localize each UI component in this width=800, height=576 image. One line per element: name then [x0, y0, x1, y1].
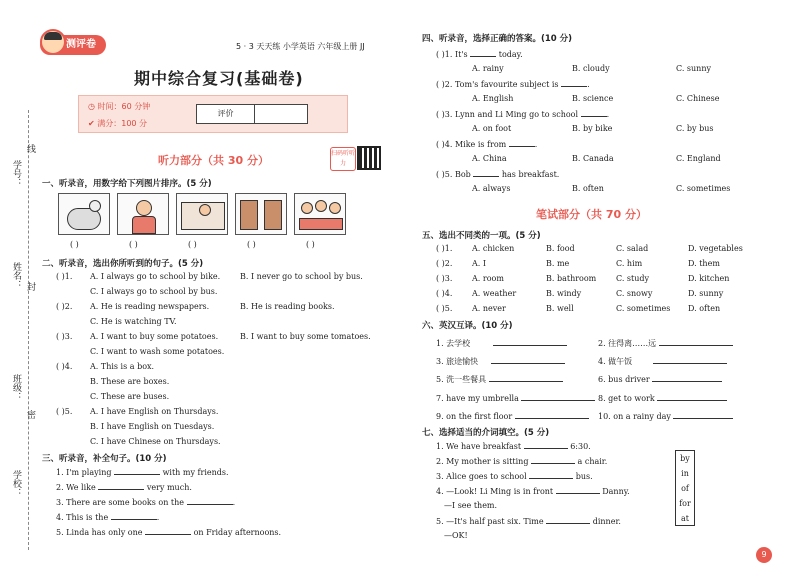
s2-q3-c: C. I want to wash some potatoes. [90, 347, 225, 356]
person-icon [315, 200, 327, 212]
s6-left-3: 5. 洗一些餐具 [436, 374, 563, 385]
s5-q1-num[interactable]: ( )1. [436, 244, 453, 253]
s7-q5-blank[interactable] [546, 516, 590, 524]
answer-paren-1[interactable]: ( ) [70, 240, 79, 249]
s3-q1-blank[interactable] [114, 467, 160, 475]
s2-q4-c: C. These are buses. [90, 392, 170, 401]
s5-q4-a: A. weather [472, 289, 517, 298]
picture-1 [58, 193, 110, 235]
s5-q5-a: A. never [472, 304, 506, 313]
s5-q1-d: D. vegetables [688, 244, 743, 253]
s6-right-3-blank[interactable] [652, 374, 722, 382]
s5-q4-num[interactable]: ( )4. [436, 289, 453, 298]
s6-left-2-blank[interactable] [491, 356, 565, 364]
s4-q2: ( )2. Tom's favourite subject is . [436, 80, 590, 89]
s5-q2-d: D. them [688, 259, 720, 268]
s4-q4-a: A. China [472, 154, 507, 163]
s2-q5-num[interactable]: ( )5. [56, 407, 73, 416]
qr-code-icon[interactable] [357, 146, 381, 170]
s2-q3-a: A. I want to buy some potatoes. [90, 332, 219, 341]
s6-right-5: 10. on a rainy day [598, 411, 733, 421]
s3-q4-blank[interactable] [111, 512, 157, 520]
s4-q1: ( )1. It's today. [436, 50, 523, 59]
s5-q5-num[interactable]: ( )5. [436, 304, 453, 313]
person-icon [329, 202, 341, 214]
s4-q4-c: C. England [676, 154, 721, 163]
s2-q2-a: A. He is reading newspapers. [90, 302, 210, 311]
s4-q1-blank[interactable] [470, 49, 496, 57]
class-label: 班级： [11, 374, 21, 401]
s7-q4-reply: —I see them. [444, 501, 498, 510]
seal-char-xian: 线 [25, 144, 35, 153]
s5-q1-c: C. salad [616, 244, 649, 253]
s4-q3: ( )3. Lynn and Li Ming go to school . [436, 110, 610, 119]
page-title: 期中综合复习(基础卷) [134, 69, 304, 88]
s2-q4-a: A. This is a box. [90, 362, 155, 371]
section5-heading: 五、选出不同类的一项。(5 分) [422, 231, 541, 241]
listening-title: 听力部分（共 30 分） [158, 154, 269, 167]
clock-icon: ◷ [88, 102, 98, 111]
binding-line [28, 110, 29, 550]
s6-right-1: 2. 往得离……远 [598, 338, 733, 349]
s3-q2: 2. We like very much. [56, 483, 192, 492]
s6-right-4: 8. get to work [598, 393, 727, 403]
s4-q1-c: C. sunny [676, 64, 712, 73]
s4-q3-b: B. by bike [572, 124, 613, 133]
s7-q3: 3. Alice goes to school bus. [436, 472, 593, 481]
section1-heading: 一、听录音，用数字给下列图片排序。(5 分) [42, 179, 212, 189]
shelf-icon [240, 200, 258, 230]
s2-q5-c: C. I have Chinese on Thursdays. [90, 437, 221, 446]
s4-q4: ( )4. Mike is from . [436, 140, 538, 149]
s3-q1: 1. I'm playing with my friends. [56, 468, 229, 477]
s4-q5-a: A. always [472, 184, 511, 193]
s4-q5-c: C. sometimes [676, 184, 731, 193]
word-bank-item: for [679, 499, 691, 508]
s7-q1-blank[interactable] [524, 441, 568, 449]
s7-q4-blank[interactable] [556, 486, 600, 494]
s6-left-3-blank[interactable] [489, 374, 563, 382]
s4-q1-b: B. cloudy [572, 64, 610, 73]
s3-q3: 3. There are some books on the . [56, 498, 236, 507]
s2-q5-b: B. I have English on Tuesdays. [90, 422, 215, 431]
person-icon [301, 202, 313, 214]
s6-right-1-blank[interactable] [659, 338, 733, 346]
s4-q4-blank[interactable] [509, 139, 535, 147]
s6-left-1-blank[interactable] [493, 338, 567, 346]
s5-q4-b: B. windy [546, 289, 582, 298]
writing-title: 笔试部分（共 70 分） [536, 208, 647, 221]
s5-q2-b: B. me [546, 259, 570, 268]
s6-right-4-blank[interactable] [657, 393, 727, 401]
s5-q2-c: C. him [616, 259, 643, 268]
s5-q2-num[interactable]: ( )2. [436, 259, 453, 268]
section2-heading: 二、听录音，选出你所听到的句子。(5 分) [42, 259, 204, 269]
picture-3 [176, 193, 228, 235]
s6-left-4: 7. have my umbrella [436, 393, 595, 403]
s4-q2-blank[interactable] [561, 79, 587, 87]
page-number: 9 [756, 547, 772, 563]
time-line: ◷ 时间：60 分钟 [88, 102, 151, 111]
s3-q2-blank[interactable] [98, 482, 144, 490]
s2-q3-num[interactable]: ( )3. [56, 332, 73, 341]
s7-q1: 1. We have breakfast 6:30. [436, 442, 591, 451]
s6-left-2: 3. 旅途愉快 [436, 356, 565, 367]
word-bank-item: by [680, 454, 690, 463]
answer-paren-3[interactable]: ( ) [188, 240, 197, 249]
s3-q5: 5. Linda has only one on Friday afternoons. [56, 528, 282, 537]
s5-q2-a: A. I [472, 259, 487, 268]
word-bank-item: at [681, 514, 689, 523]
word-bank-item: of [681, 484, 689, 493]
s5-q1-a: A. chicken [472, 244, 515, 253]
s2-q2-c: C. He is watching TV. [90, 317, 177, 326]
s5-q4-d: D. sunny [688, 289, 724, 298]
s2-q3-b: B. I want to buy some tomatoes. [240, 332, 371, 341]
qr-tag: 扫码听听力 [330, 147, 356, 171]
s6-left-5: 9. on the first floor [436, 411, 589, 421]
s4-q5-b: B. often [572, 184, 604, 193]
s4-q2-a: A. English [472, 94, 514, 103]
badge-text: 测评卷 [66, 39, 96, 50]
score-label: 评价 [197, 105, 255, 123]
picture-2 [117, 193, 169, 235]
ceping-badge [40, 35, 106, 55]
s6-left-4-blank[interactable] [521, 393, 595, 401]
s7-q2-blank[interactable] [531, 456, 575, 464]
s7-q5-reply: —OK! [444, 531, 468, 540]
picture-4 [235, 193, 287, 235]
student-number-label: 学号： [11, 160, 21, 187]
s5-q3-num[interactable]: ( )3. [436, 274, 453, 283]
school-label: 学校： [11, 470, 21, 497]
section6-heading: 六、英汉互译。(10 分) [422, 321, 513, 331]
s4-q5: ( )5. Bob has breakfast. [436, 170, 560, 179]
score-box[interactable] [196, 104, 308, 124]
s2-q5-a: A. I have English on Thursdays. [90, 407, 219, 416]
s2-q1-c: C. I always go to school by bus. [90, 287, 218, 296]
s4-q2-b: B. science [572, 94, 614, 103]
s4-q3-c: C. by bus [676, 124, 714, 133]
s6-right-3: 6. bus driver [598, 374, 722, 384]
s3-q4: 4. This is the . [56, 513, 160, 522]
score-field[interactable] [255, 105, 307, 123]
cat-head-icon [89, 200, 101, 212]
seal-char-feng: 封 [25, 282, 35, 291]
s7-q4: 4. —Look! Li Ming is in front Danny. [436, 487, 630, 496]
word-bank-item: in [681, 469, 689, 478]
s6-right-2: 4. 做午饭 [598, 356, 727, 367]
s4-q2-c: C. Chinese [676, 94, 720, 103]
s4-q3-a: A. on foot [472, 124, 512, 133]
s2-q4-b: B. These are boxes. [90, 377, 170, 386]
person-body-icon [132, 216, 156, 234]
section3-heading: 三、听录音，补全句子。(10 分) [42, 454, 167, 464]
answer-paren-4[interactable]: ( ) [247, 240, 256, 249]
s4-q3-blank[interactable] [581, 109, 607, 117]
s6-left-1: 1. 去学校 [436, 338, 567, 349]
s4-q5-blank[interactable] [473, 169, 499, 177]
s6-left-5-blank[interactable] [515, 411, 589, 419]
s2-q1-b: B. I never go to school by bus. [240, 272, 363, 281]
answer-paren-5[interactable]: ( ) [306, 240, 315, 249]
score-line: ✔ 满分：100 分 [88, 119, 148, 128]
s3-q5-blank[interactable] [145, 527, 191, 535]
table-icon [299, 218, 343, 230]
s7-q2: 2. My mother is sitting a chair. [436, 457, 608, 466]
s4-q1-a: A. rainy [472, 64, 504, 73]
picture-5 [294, 193, 346, 235]
s5-q1-b: B. food [546, 244, 575, 253]
person-icon [136, 200, 152, 216]
check-icon: ✔ [88, 119, 98, 128]
seal-char-mi: 密 [25, 410, 35, 419]
section4-heading: 四、听录音，选择正确的答案。(10 分) [422, 34, 573, 44]
s2-q2-b: B. He is reading books. [240, 302, 335, 311]
s2-q2-num[interactable]: ( )2. [56, 302, 73, 311]
s5-q5-d: D. often [688, 304, 721, 313]
s7-q3-blank[interactable] [529, 471, 573, 479]
s5-q3-b: B. bathroom [546, 274, 597, 283]
s2-q1-num[interactable]: ( )1. [56, 272, 73, 281]
word-bank [675, 450, 695, 526]
s5-q3-d: D. kitchen [688, 274, 730, 283]
s6-right-5-blank[interactable] [673, 411, 733, 419]
answer-paren-2[interactable]: ( ) [129, 240, 138, 249]
s2-q1-a: A. I always go to school by bike. [90, 272, 221, 281]
s5-q3-c: C. study [616, 274, 650, 283]
mascot-icon [40, 29, 66, 55]
s7-q5: 5. —It's half past six. Time dinner. [436, 517, 621, 526]
s5-q5-c: C. sometimes [616, 304, 671, 313]
s4-q4-b: B. Canada [572, 154, 614, 163]
s5-q4-c: C. snowy [616, 289, 653, 298]
door-icon [264, 200, 282, 230]
s5-q3-a: A. room [472, 274, 504, 283]
s5-q5-b: B. well [546, 304, 574, 313]
student-name-label: 姓名： [11, 262, 21, 289]
series-line: 5 · 3 天天练 小学英语 六年级上册 JJ [236, 42, 365, 51]
s2-q4-num[interactable]: ( )4. [56, 362, 73, 371]
s3-q3-blank[interactable] [187, 497, 233, 505]
s6-right-2-blank[interactable] [653, 356, 727, 364]
section7-heading: 七、选择适当的介词填空。(5 分) [422, 428, 550, 438]
person-icon [199, 204, 211, 216]
